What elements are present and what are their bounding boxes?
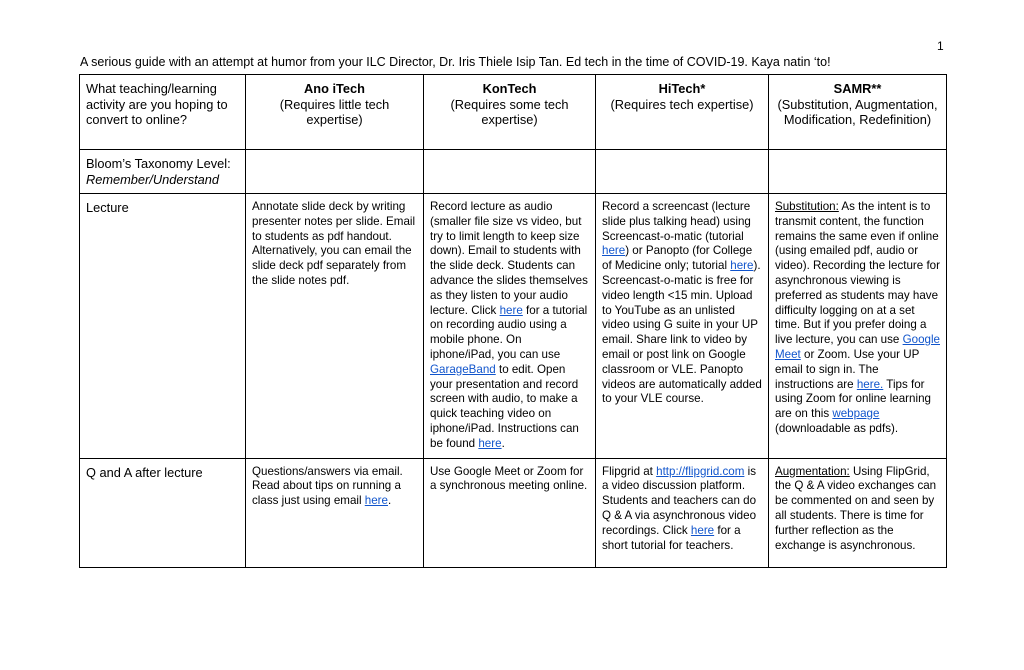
page-number: 1 bbox=[937, 39, 944, 53]
bloom-empty-cell bbox=[769, 150, 947, 194]
qa-row bbox=[80, 458, 947, 567]
bloom-row bbox=[80, 150, 947, 194]
text-segment: or Zoom. Use your UP email to sign in. The instructions are bbox=[775, 347, 920, 391]
text-segment: As the intent is to transmit content, the function remains the same even if online (using emailed pdf, audio or video). Recording the lecture for asynchronous viewing is preferred as students may have difficulty logging on at a set time. But if you prefer doing a live lecture, you can use bbox=[775, 200, 940, 347]
text-segment: Record a screencast (lecture slide plus talking head) using Screencast-o-matic (tutorial bbox=[602, 200, 751, 243]
text-segment: to edit. Open your presentation and record screen with audio, to make a quick teaching video on iphone/iPad. Instructions can be found bbox=[430, 362, 579, 450]
text-segment: (downloadable as pdfs). bbox=[775, 421, 899, 435]
bloom-label-cell bbox=[80, 150, 246, 194]
kontech-subtitle: (Requires some tech expertise) bbox=[450, 96, 569, 127]
text-segment: ). Screencast-o-matic is free for video length <15 min. Upload to YouTube as an unlisted video using G suite in your UP email. Share link to video by email or post link on Google classroom or VLE. Panopto videos are automatically added to your VLE course. bbox=[602, 259, 762, 406]
anoitech-subtitle: (Requires little tech expertise) bbox=[279, 96, 390, 127]
header-question: What teaching/learning activity are you hoping to convert to online? bbox=[80, 75, 246, 150]
text-segment: ) or Panopto (for College of Medicine only; tutorial bbox=[602, 244, 753, 273]
header-hitech bbox=[596, 75, 769, 150]
lecture-samr-cell bbox=[769, 194, 947, 459]
screencast-tutorial-link[interactable]: here bbox=[602, 244, 626, 258]
samr-title: SAMR** bbox=[833, 81, 882, 96]
edtech-guide-table bbox=[79, 74, 947, 568]
lecture-label: Lecture bbox=[80, 194, 246, 459]
bloom-empty-cell bbox=[424, 150, 596, 194]
screen-record-instructions-link[interactable]: here bbox=[478, 436, 502, 450]
text-segment: Tips for using Zoom for online learning are on this bbox=[775, 377, 931, 421]
text-segment: . bbox=[501, 436, 505, 450]
audio-tutorial-link[interactable]: here bbox=[499, 303, 523, 317]
bloom-label: Bloom’s Taxonomy Level: bbox=[86, 156, 231, 171]
text-segment: Using FlipGrid, the Q & A video exchanges can be commented on and seen by all students. There is time for further reflection as the exchange is asynchronous. bbox=[775, 464, 937, 552]
lecture-kontech-cell bbox=[424, 194, 596, 459]
kontech-title: KonTech bbox=[482, 81, 537, 96]
header-row bbox=[80, 75, 947, 150]
flipgrid-tutorial-link[interactable]: here bbox=[690, 523, 715, 537]
intro-text: A serious guide with an attempt at humor from your ILC Director, Dr. Iris Thiele Isip Tan. Ed tech in the time of COVID-19. Kaya natin ‘to! bbox=[80, 55, 831, 69]
samr-term: Augmentation: bbox=[775, 464, 850, 478]
hitech-title: HiTech* bbox=[658, 81, 706, 96]
google-meet-link[interactable]: Google Meet bbox=[775, 333, 940, 361]
anoitech-title: Ano iTech bbox=[304, 81, 365, 96]
panopto-tutorial-link[interactable]: here bbox=[730, 259, 754, 273]
lecture-row bbox=[80, 194, 947, 459]
qa-label: Q and A after lecture bbox=[80, 458, 246, 567]
text-segment: . bbox=[387, 494, 392, 508]
qa-samr-cell bbox=[769, 458, 947, 567]
qa-hitech-cell bbox=[596, 458, 769, 567]
text-segment: for a short tutorial for teachers. bbox=[602, 523, 741, 552]
bloom-level: Remember/Understand bbox=[86, 171, 220, 187]
lecture-hitech-cell bbox=[596, 194, 769, 459]
bloom-empty-cell bbox=[246, 150, 424, 194]
flipgrid-link[interactable]: http://flipgrid.com bbox=[656, 464, 745, 478]
qa-anoitech-cell bbox=[246, 458, 424, 567]
text-segment: is a video discussion platform. Students and teachers can do Q & A via asynchronous video recordings. Click bbox=[602, 464, 757, 537]
garageband-link[interactable]: GarageBand bbox=[430, 362, 496, 376]
lecture-anoitech-cell: Annotate slide deck by writing presenter notes per slide. Email to students as pdf handout. Alternatively, you can email the slide deck pdf separately from the slide notes pdf. bbox=[246, 194, 424, 459]
text-segment: Record lecture as audio (smaller file size vs video, but try to limit length to keep size down). Email to students with the slide deck. Students can advance the slides themselves as they listen to your audio lecture. Click bbox=[430, 200, 588, 317]
header-anoitech bbox=[246, 75, 424, 150]
text-segment: Flipgrid at bbox=[602, 464, 657, 478]
text-segment: for a tutorial on recording audio using a mobile phone. On iphone/iPad, you can use bbox=[430, 303, 588, 361]
instructions-link[interactable]: here. bbox=[856, 377, 884, 391]
text-segment: Questions/answers via email. Read about tips on running a class just using email bbox=[252, 464, 403, 508]
bloom-empty-cell bbox=[596, 150, 769, 194]
samr-subtitle: (Substitution, Augmentation, Modification, Redefinition) bbox=[777, 96, 938, 127]
header-samr bbox=[769, 75, 947, 150]
qa-kontech-cell: Use Google Meet or Zoom for a synchronous meeting online. bbox=[424, 458, 596, 567]
email-tips-link[interactable]: here bbox=[364, 494, 388, 508]
samr-term: Substitution: bbox=[775, 200, 839, 213]
zoom-tips-webpage-link[interactable]: webpage bbox=[832, 407, 880, 421]
hitech-subtitle: (Requires tech expertise) bbox=[610, 96, 754, 112]
header-kontech bbox=[424, 75, 596, 150]
